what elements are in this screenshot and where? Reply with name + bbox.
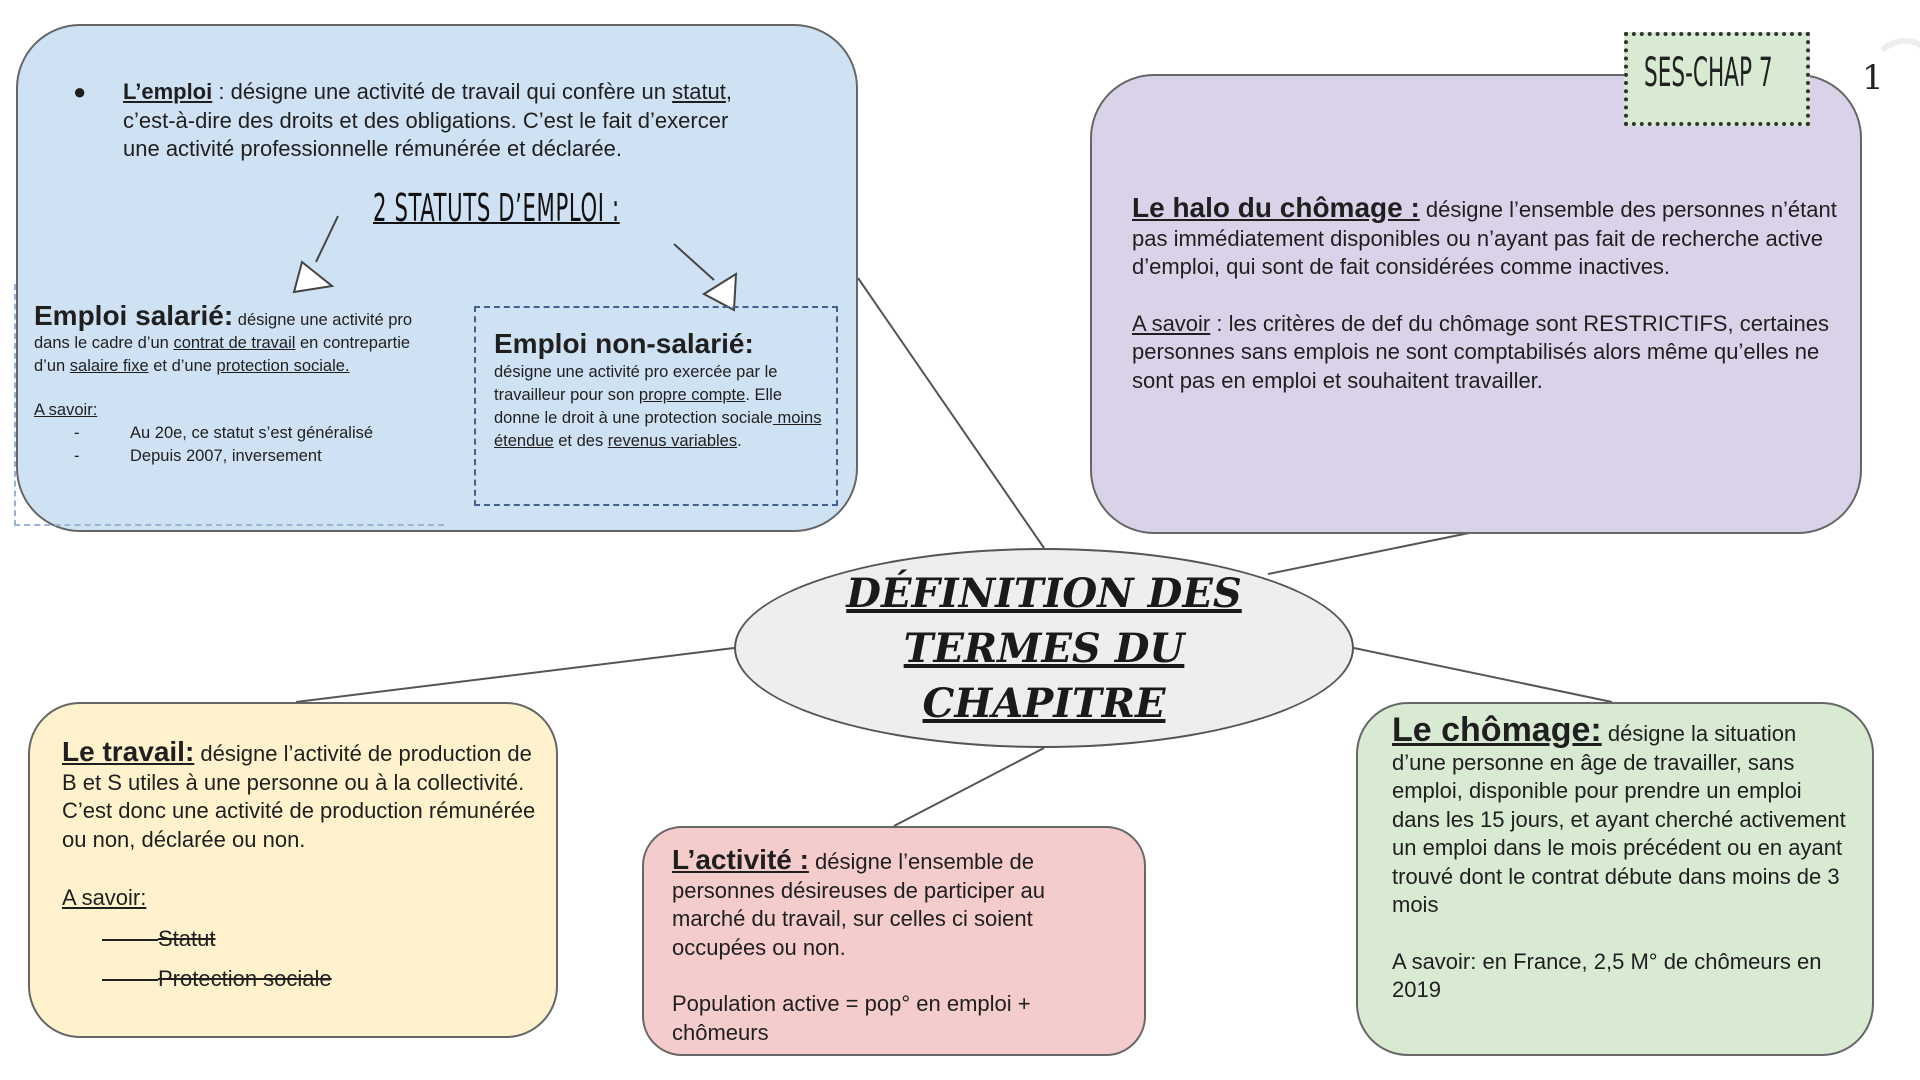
list-item: Protection sociale [62,959,542,999]
emploi-def-part: : désigne une activité de travail qui confère un [212,79,673,104]
non-salarie-def-part: . Elle donne le droit à une protection sociale [494,386,782,427]
salarie-def-part: en contrepartie d’un [34,334,411,375]
travail-list [62,919,542,999]
activite-def: désigne l’ensemble de personnes désireuses de participer au marché du travail, sur celles ci soient occupées ou non. [672,849,1046,960]
chapter-badge-label: SES-CHAP 7 [1644,50,1773,96]
connector-activite [894,748,1044,826]
non-salarie-def-part: . [737,432,742,450]
emploi-card [16,24,858,532]
travail-a-savoir: A savoir: [62,885,147,910]
moins-etendue-term: moins étendue [494,409,822,450]
contrat-term: contrat de travail [173,334,296,352]
protection-term: protection sociale. [216,357,350,375]
activite-term: L’activité : [672,844,809,875]
halo-note: : les critères de def du chômage sont RESTRICTIFS, certaines personnes sans emplois ne sont comptabilisés alors même qu’elles ne sont pas en emploi et souhaitent travailler. [1132,310,1829,393]
salarie-a-savoir: A savoir: [34,401,98,419]
halo-term: Le halo du chômage : [1132,192,1420,223]
central-title-line: TERMES DU [903,625,1185,672]
non-salarie-def-part: et des [553,432,608,450]
statut-word: statut [672,79,726,104]
activite-card [642,826,1146,1056]
chomage-def: désigne la situation d’une personne en âge de travailler, sans emploi, disponible pour prendre un emploi dans les 15 jours, et ayant cherché activement un emploi dans le mois précédent ou en ayant trouvé dont le contrat débute dans moins de 3 mois [1392,721,1846,917]
chomage-term: Le chômage: [1392,711,1602,749]
non-salarie-def-part: désigne une activité pro exercée par le travailleur pour son [494,363,778,404]
non-salarie-title: Emploi non-salarié: [494,328,754,359]
travail-def: désigne l’activité de production de B et S utiles à une personne ou à la collectivité. C’est donc une activité de production rémunérée ou non, déclarée ou non. [62,741,536,852]
chomage-card [1356,702,1874,1056]
statuts-title: 2 STATUTS D’EMPLOI : [373,186,620,230]
travail-term: Le travail: [62,736,195,767]
halo-card [1090,74,1862,534]
salaire-term: salaire fixe [69,357,149,375]
central-title-line: DÉFINITION DES [846,570,1242,617]
emploi-salarie-text [34,300,434,468]
activite-definition [672,846,1122,1047]
propre-compte-term: propre compte [638,386,746,404]
halo-a-savoir: A savoir [1132,310,1211,336]
bullet-icon: ● [73,79,87,104]
chomage-a-savoir: A savoir: en France, 2,5 M° de chômeurs en 2019 [1392,948,1822,1002]
list-item: - Au 20e, ce statut s’est généralisé [34,422,434,445]
activite-formula: Population active = pop° en emploi + chômeurs [672,991,1031,1045]
connector-chomage [1354,648,1612,702]
salarie-list [34,422,434,468]
travail-card [28,702,558,1038]
salarie-def-part: désigne une activité pro dans le cadre d’un [34,311,413,352]
list-item: - Depuis 2007, inversement [34,445,434,468]
list-item: Statut [62,919,542,959]
page-number: 1 [1862,58,1884,98]
salarie-title: Emploi salarié: [34,300,234,331]
connector-emploi [858,278,1044,548]
central-title [734,566,1354,731]
halo-definition [1132,194,1842,395]
central-title-line: CHAPITRE [922,680,1166,727]
emploi-non-salarie-text [494,328,824,453]
emploi-term: L’emploi [123,79,213,104]
chomage-definition [1392,711,1852,1005]
halo-def: désigne l’ensemble des personnes n’étant pas immédiatement disponibles ou n’ayant pas fait de recherche active d’emploi, qui sont de fait considérées comme inactives. [1132,197,1837,279]
revenus-term: revenus variables [607,432,738,450]
travail-definition [62,738,542,999]
emploi-definition [73,78,763,164]
emploi-def-part: , c’est-à-dire des droits et des obligations. C’est le fait d’exercer une activité professionnelle rémunérée et déclarée. [123,79,733,161]
connector-travail [296,648,734,702]
salarie-def-part: et d’une [148,357,217,375]
